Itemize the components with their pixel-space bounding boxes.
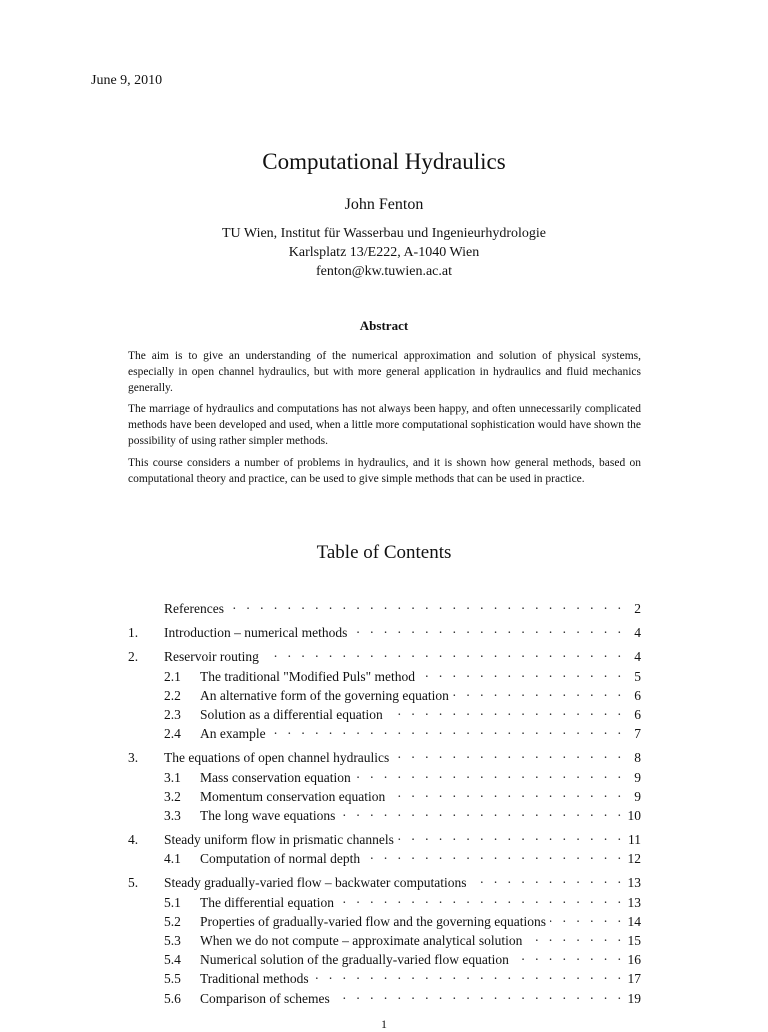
toc-page-number: 2 bbox=[634, 601, 641, 616]
affiliation-institute: TU Wien, Institut für Wasserbau und Ingenieurhydrologie bbox=[222, 226, 546, 241]
toc-leader-dots bbox=[270, 722, 621, 738]
toc-entry[interactable] bbox=[128, 967, 641, 986]
document-title: Computational Hydraulics bbox=[262, 149, 506, 174]
toc-entry-label: The long wave equations bbox=[200, 807, 336, 823]
toc-entry-label: Momentum conservation equation bbox=[200, 788, 386, 804]
toc-section-number: 5.6 bbox=[164, 990, 181, 1006]
abstract-heading: Abstract bbox=[359, 318, 409, 333]
page-number: 1 bbox=[381, 1017, 387, 1031]
toc-leader-dots bbox=[339, 804, 621, 820]
affiliation-email[interactable]: fenton@kw.tuwien.ac.at bbox=[316, 264, 452, 279]
toc-entry[interactable] bbox=[128, 891, 641, 910]
toc-entry-label: The equations of open channel hydraulics bbox=[164, 750, 390, 766]
toc-entry-label: Traditional methods bbox=[200, 971, 309, 987]
toc-section-number: 2.3 bbox=[164, 706, 181, 722]
toc-entry[interactable] bbox=[128, 987, 641, 1006]
toc-entry[interactable] bbox=[128, 703, 641, 722]
toc-leader-dots bbox=[526, 929, 621, 945]
toc-entry[interactable] bbox=[128, 785, 641, 804]
toc-chapter-number: 2. bbox=[128, 649, 139, 665]
toc-page-number: 17 bbox=[627, 971, 641, 987]
toc-chapter-number: 5. bbox=[128, 875, 139, 891]
toc-entry[interactable] bbox=[128, 746, 641, 765]
affiliation-address: Karlsplatz 13/E222, A-1040 Wien bbox=[288, 245, 480, 260]
toc-page-number: 13 bbox=[627, 875, 641, 891]
toc-leader-dots bbox=[334, 987, 621, 1003]
toc-page-number: 16 bbox=[627, 952, 641, 968]
toc-section-number: 5.3 bbox=[164, 933, 181, 948]
toc-entry-label: When we do not compute – approximate analytical solution bbox=[200, 933, 523, 948]
toc-entry[interactable] bbox=[128, 645, 641, 664]
abstract-paragraph: The marriage of hydraulics and computations has not always been happy, and often unnecessarily complicated methods have been developed and used, when a little more computational sophistication would have shown the possibility of using rather simpler methods. bbox=[128, 403, 641, 447]
toc-entry[interactable] bbox=[128, 684, 641, 703]
toc-chapter-number: 3. bbox=[128, 750, 139, 766]
author-name: John Fenton bbox=[344, 196, 424, 213]
toc-section-number: 5.2 bbox=[164, 913, 181, 929]
toc-section-number: 3.1 bbox=[164, 769, 181, 785]
toc-page-number: 14 bbox=[627, 913, 641, 929]
document-date: June 9, 2010 bbox=[91, 73, 163, 88]
toc-entry-label: Numerical solution of the gradually-varied flow equation bbox=[200, 952, 509, 968]
toc-entry-label: The traditional "Modified Puls" method bbox=[200, 668, 415, 684]
toc-entry[interactable] bbox=[128, 804, 641, 823]
toc-entry[interactable] bbox=[128, 766, 641, 785]
toc-entry-label: References bbox=[164, 601, 224, 616]
toc-page-number: 11 bbox=[628, 832, 641, 848]
toc-leader-dots bbox=[387, 703, 621, 719]
toc-leader-dots bbox=[364, 847, 621, 863]
toc-entry[interactable] bbox=[128, 597, 641, 616]
toc-entry-label: Introduction – numerical methods bbox=[164, 625, 348, 641]
toc-page-number: 6 bbox=[634, 687, 641, 703]
toc-entry-label: Computation of normal depth bbox=[200, 851, 361, 867]
toc-page-number: 4 bbox=[634, 649, 641, 665]
toc-leader-dots bbox=[313, 967, 621, 983]
author-affiliation bbox=[0, 224, 768, 281]
toc-leader-dots bbox=[228, 597, 621, 613]
toc-leader-dots bbox=[338, 891, 621, 907]
toc-leader-dots bbox=[453, 684, 621, 700]
toc-section-number: 2.4 bbox=[164, 726, 181, 742]
toc-entry-label: Steady uniform flow in prismatic channels bbox=[164, 832, 394, 848]
toc-entry-label: Properties of gradually-varied flow and the governing equations bbox=[200, 913, 547, 929]
toc-section-number: 5.1 bbox=[164, 894, 181, 910]
toc-section-number: 2.2 bbox=[164, 687, 181, 703]
toc-entry[interactable] bbox=[128, 910, 641, 929]
toc-page-number: 9 bbox=[634, 788, 641, 804]
toc-page-number: 9 bbox=[634, 769, 641, 785]
toc-entry-label: Mass conservation equation bbox=[200, 769, 351, 785]
toc-leader-dots bbox=[513, 948, 621, 964]
toc-page-number: 8 bbox=[634, 750, 641, 766]
toc-page-number: 5 bbox=[634, 668, 641, 684]
toc-section-number: 5.4 bbox=[164, 952, 181, 968]
abstract-paragraph: This course considers a number of problems in hydraulics, and it is shown how general methods, based on computational theory and practice, can be used to give simple methods that can be used in practice. bbox=[128, 456, 641, 485]
toc-leader-dots bbox=[263, 645, 621, 661]
toc-page-number: 12 bbox=[627, 851, 641, 867]
toc-leader-dots bbox=[351, 621, 621, 637]
toc-section-number: 2.1 bbox=[164, 668, 181, 684]
toc-title: Table of Contents bbox=[316, 542, 452, 563]
toc-leader-dots bbox=[419, 665, 621, 681]
toc-entry[interactable] bbox=[128, 828, 641, 847]
toc-entry-label: Comparison of schemes bbox=[200, 990, 330, 1006]
toc-page-number: 6 bbox=[634, 706, 641, 722]
table-of-contents bbox=[128, 597, 641, 1006]
toc-leader-dots bbox=[398, 828, 621, 844]
toc-leader-dots bbox=[389, 785, 621, 801]
toc-entry[interactable] bbox=[128, 871, 641, 890]
abstract-paragraph: The aim is to give an understanding of the numerical approximation and solution of physical systems, especially in open channel hydraulics, but with more general application in hydraulics and fluid mechanics generally. bbox=[128, 350, 641, 394]
toc-entry[interactable] bbox=[128, 847, 641, 866]
toc-entry-label: The differential equation bbox=[200, 894, 334, 910]
toc-leader-dots bbox=[550, 910, 621, 926]
toc-entry-label: Solution as a differential equation bbox=[200, 706, 383, 722]
toc-chapter-number: 4. bbox=[128, 832, 139, 848]
toc-entry[interactable] bbox=[128, 621, 641, 640]
toc-section-number: 3.2 bbox=[164, 788, 181, 804]
toc-page-number: 10 bbox=[627, 807, 641, 823]
toc-leader-dots bbox=[355, 766, 621, 782]
toc-section-number: 5.5 bbox=[164, 971, 181, 987]
abstract-body bbox=[128, 349, 641, 493]
toc-entry[interactable] bbox=[128, 929, 641, 948]
toc-entry[interactable] bbox=[128, 665, 641, 684]
toc-entry-label: Reservoir routing bbox=[164, 649, 259, 665]
toc-leader-dots bbox=[393, 746, 621, 762]
toc-page-number: 13 bbox=[627, 894, 641, 910]
toc-entry[interactable] bbox=[128, 948, 641, 967]
toc-entry-label: An alternative form of the governing equation bbox=[200, 687, 449, 703]
toc-chapter-number: 1. bbox=[128, 625, 139, 641]
toc-page-number: 19 bbox=[627, 990, 641, 1006]
toc-section-number: 3.3 bbox=[164, 807, 181, 823]
toc-section-number: 4.1 bbox=[164, 851, 181, 867]
toc-page-number: 15 bbox=[627, 933, 641, 948]
toc-entry-label: Steady gradually-varied flow – backwater computations bbox=[164, 875, 467, 891]
toc-leader-dots bbox=[471, 871, 621, 887]
toc-page-number: 4 bbox=[634, 625, 641, 641]
toc-entry-label: An example bbox=[200, 726, 266, 742]
toc-entry[interactable] bbox=[128, 722, 641, 741]
toc-page-number: 7 bbox=[634, 726, 641, 742]
